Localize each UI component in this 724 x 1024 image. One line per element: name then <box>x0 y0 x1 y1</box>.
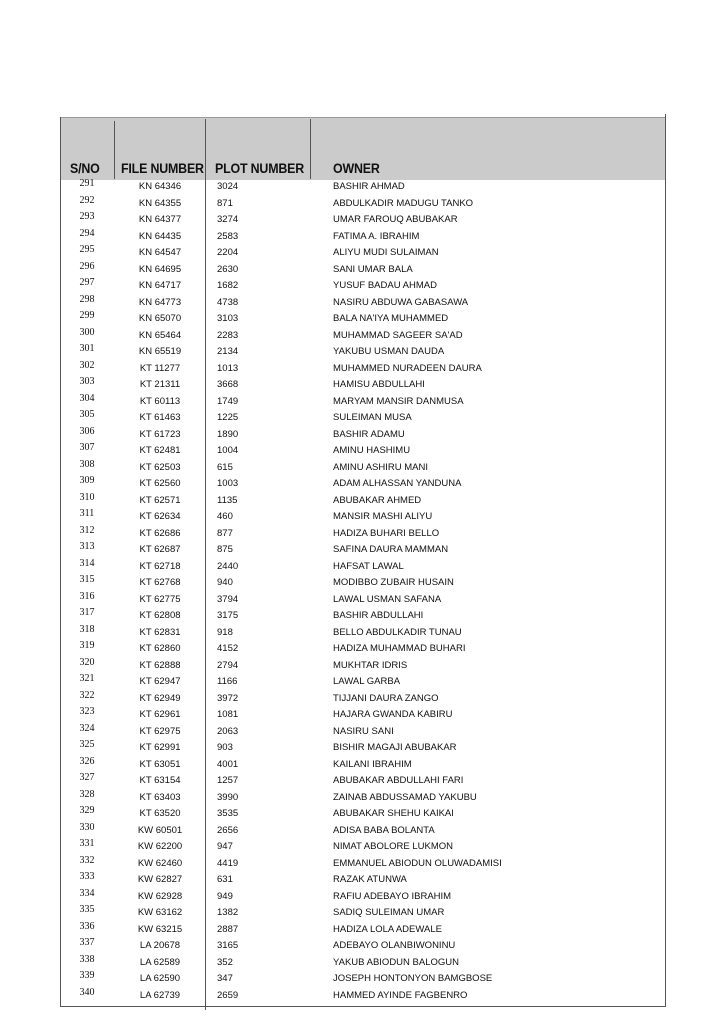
sno-cell: 291 <box>79 178 95 189</box>
plot-number-cell: 4419 <box>217 857 239 869</box>
plot-number-cell: 2204 <box>217 247 239 258</box>
sno-cell: 329 <box>79 805 95 816</box>
header-owner: OWNER <box>333 161 380 176</box>
file-number-cell: KW 62200 <box>137 841 183 852</box>
file-number-cell: KN 64547 <box>138 247 182 258</box>
owner-cell: JOSEPH HONTONYON BAMGBOSE <box>333 973 493 984</box>
table-row <box>60 641 666 658</box>
plot-number-cell: 1013 <box>217 362 239 374</box>
plot-number-cell: 1135 <box>217 494 238 506</box>
sno-cell: 299 <box>79 310 95 321</box>
table-row <box>60 971 666 988</box>
table-row <box>60 839 666 856</box>
table-row <box>60 922 666 939</box>
plot-number-cell: 3535 <box>217 808 239 819</box>
file-number-cell: KT 63520 <box>139 808 181 819</box>
file-number-cell: LA 20678 <box>139 940 181 951</box>
file-number-cell: KT 62768 <box>139 577 181 588</box>
sno-cell: 326 <box>79 755 95 767</box>
column-divider <box>114 121 115 179</box>
owner-cell: ALIYU MUDI SULAIMAN <box>333 247 439 258</box>
table-row <box>60 823 666 840</box>
sno-cell: 332 <box>79 854 95 866</box>
owner-cell: AMINU ASHIRU MANI <box>333 461 429 473</box>
owner-cell: HAMISU ABDULLAHI <box>333 379 425 390</box>
owner-cell: YAKUBU USMAN DAUDA <box>333 346 445 357</box>
owner-cell: HADIZA LOLA ADEWALE <box>333 923 442 935</box>
table-row <box>60 872 666 889</box>
table-row <box>60 344 666 361</box>
file-number-cell: LA 62739 <box>139 989 181 1001</box>
table-row <box>60 460 666 477</box>
plot-number-cell: 918 <box>217 626 233 638</box>
sno-cell: 323 <box>79 706 95 717</box>
file-number-cell: KW 62460 <box>137 857 183 869</box>
plot-number-cell: 2134 <box>217 346 239 357</box>
owner-cell: BASHIR AHMAD <box>333 181 405 192</box>
table-row <box>60 625 666 642</box>
plot-number-cell: 2440 <box>217 560 239 572</box>
owner-cell: TIJJANI DAURA ZANGO <box>333 692 439 704</box>
file-number-cell: LA 62590 <box>139 973 181 984</box>
table-row <box>60 443 666 460</box>
sno-cell: 293 <box>79 211 95 222</box>
file-number-cell: KW 60501 <box>137 824 183 836</box>
sno-cell: 335 <box>79 904 95 915</box>
owner-cell: HAFSAT LAWAL <box>333 560 404 572</box>
sno-cell: 292 <box>79 194 95 206</box>
file-number-cell: KT 62560 <box>139 478 181 489</box>
owner-cell: ABUBAKAR ABDULLAHI FARI <box>333 775 464 786</box>
plot-number-cell: 615 <box>217 461 233 473</box>
table-row <box>60 493 666 510</box>
file-number-cell: KT 62860 <box>139 643 181 654</box>
table-row <box>60 229 666 246</box>
table-row <box>60 790 666 807</box>
table-header <box>60 117 666 180</box>
table-row <box>60 542 666 559</box>
sno-cell: 296 <box>79 260 95 272</box>
sno-cell: 330 <box>79 821 95 833</box>
owner-cell: ADEBAYO OLANBIWONINU <box>333 940 456 951</box>
owner-cell: ADAM ALHASSAN YANDUNA <box>333 478 462 489</box>
plot-number-cell: 1682 <box>217 280 239 291</box>
table-row <box>60 361 666 378</box>
file-number-cell: KT 63154 <box>139 775 181 786</box>
owner-cell: ABDULKADIR MADUGU TANKO <box>333 197 474 209</box>
plot-number-cell: 3990 <box>217 791 239 803</box>
plot-number-cell: 3103 <box>217 313 239 324</box>
table-row <box>60 905 666 922</box>
plot-number-cell: 3972 <box>217 692 239 704</box>
table-row <box>60 295 666 312</box>
owner-cell: MUKHTAR IDRIS <box>333 659 408 671</box>
owner-cell: BISHIR MAGAJI ABUBAKAR <box>333 742 457 753</box>
table-row <box>60 575 666 592</box>
owner-cell: KAILANI IBRAHIM <box>333 758 412 770</box>
table-row <box>60 196 666 213</box>
sno-cell: 314 <box>79 557 95 569</box>
sno-cell: 303 <box>79 376 95 387</box>
file-number-cell: KN 64346 <box>138 181 182 192</box>
table-row <box>60 311 666 328</box>
owner-cell: RAFIU ADEBAYO IBRAHIM <box>333 890 452 902</box>
owner-cell: RAZAK ATUNWA <box>333 874 407 885</box>
file-number-cell: KT 62991 <box>139 742 181 753</box>
table-row <box>60 856 666 873</box>
owner-cell: MARYAM MANSIR DANMUSA <box>333 395 464 407</box>
sno-cell: 304 <box>79 392 95 404</box>
sno-cell: 311 <box>79 508 95 519</box>
plot-number-cell: 3024 <box>217 181 239 192</box>
table-row <box>60 509 666 526</box>
file-number-cell: KT 62503 <box>139 461 181 473</box>
sno-cell: 336 <box>79 920 95 932</box>
owner-cell: NASIRU SANI <box>333 725 394 737</box>
plot-number-cell: 2283 <box>217 329 239 341</box>
owner-cell: SULEIMAN MUSA <box>333 412 412 423</box>
file-number-cell: KN 64377 <box>138 214 182 225</box>
plot-number-cell: 871 <box>217 197 233 209</box>
sno-cell: 318 <box>79 623 95 635</box>
plot-number-cell: 903 <box>217 742 233 753</box>
table-row <box>60 707 666 724</box>
column-divider <box>310 119 311 179</box>
plot-number-cell: 2583 <box>217 230 239 242</box>
table-row <box>60 526 666 543</box>
file-number-cell: KT 62975 <box>139 725 181 737</box>
file-number-cell: KT 62571 <box>139 494 181 506</box>
plot-number-cell: 3668 <box>217 379 239 390</box>
plot-number-cell: 1004 <box>217 445 239 456</box>
owner-cell: SANI UMAR BALA <box>333 263 413 275</box>
table-row <box>60 179 666 196</box>
file-number-cell: KT 62961 <box>139 709 181 720</box>
plot-number-cell: 4001 <box>217 758 239 770</box>
plot-number-cell: 2794 <box>217 659 239 671</box>
table-row <box>60 245 666 262</box>
table-row <box>60 328 666 345</box>
table-row <box>60 724 666 741</box>
owner-cell: NIMAT ABOLORE LUKMON <box>333 841 454 852</box>
sno-cell: 333 <box>79 871 95 882</box>
sno-cell: 317 <box>79 607 95 618</box>
file-number-cell: KT 63051 <box>139 758 181 770</box>
plot-number-cell: 460 <box>217 511 233 522</box>
file-number-cell: KT 61463 <box>139 412 181 423</box>
plot-number-cell: 3165 <box>217 940 239 951</box>
file-number-cell: KN 64435 <box>138 230 182 242</box>
table-bottom-border <box>60 1006 666 1007</box>
owner-cell: MODIBBO ZUBAIR HUSAIN <box>333 577 454 588</box>
file-number-cell: KW 62928 <box>137 890 183 902</box>
plot-number-cell: 2887 <box>217 923 239 935</box>
file-number-cell: KT 62808 <box>139 610 181 621</box>
table-row <box>60 278 666 295</box>
sno-cell: 307 <box>79 442 95 453</box>
plot-number-cell: 1749 <box>217 395 239 407</box>
owner-cell: MUHAMMAD SAGEER SA'AD <box>333 329 463 341</box>
table-row <box>60 889 666 906</box>
plot-number-cell: 1081 <box>217 709 239 720</box>
file-number-cell: KT 60113 <box>139 395 181 407</box>
sno-cell: 328 <box>79 788 95 800</box>
owner-cell: FATIMA A. IBRAHIM <box>333 230 420 242</box>
table-row <box>60 674 666 691</box>
plot-number-cell: 1257 <box>217 775 239 786</box>
sno-cell: 334 <box>79 887 95 899</box>
plot-number-cell: 4152 <box>217 643 239 654</box>
plot-number-cell: 1225 <box>217 412 239 423</box>
sno-cell: 316 <box>79 590 95 602</box>
file-number-cell: KT 62775 <box>139 593 181 605</box>
plot-number-cell: 1166 <box>217 676 238 687</box>
owner-cell: BASHIR ADAMU <box>333 428 405 440</box>
owner-cell: HADIZA MUHAMMAD BUHARI <box>333 643 466 654</box>
plot-allocation-table <box>60 117 666 1009</box>
sno-cell: 300 <box>79 326 95 338</box>
owner-cell: HAJARA GWANDA KABIRU <box>333 709 453 720</box>
sno-cell: 327 <box>79 772 95 783</box>
plot-number-cell: 631 <box>217 874 233 885</box>
plot-number-cell: 2630 <box>217 263 239 275</box>
file-number-cell: KN 64717 <box>138 280 182 291</box>
table-row <box>60 427 666 444</box>
file-number-cell: KT 62831 <box>139 626 181 638</box>
owner-cell: LAWAL USMAN SAFANA <box>333 593 442 605</box>
owner-cell: HAMMED AYINDE FAGBENRO <box>333 989 468 1001</box>
sno-cell: 310 <box>79 491 95 503</box>
plot-number-cell: 1382 <box>217 907 239 918</box>
table-row <box>60 262 666 279</box>
table-body <box>60 179 666 1004</box>
owner-cell: MANSIR MASHI ALIYU <box>333 511 433 522</box>
file-number-cell: LA 62589 <box>139 956 181 968</box>
owner-cell: HADIZA BUHARI BELLO <box>333 527 440 539</box>
plot-number-cell: 1003 <box>217 478 239 489</box>
sno-cell: 297 <box>79 277 95 288</box>
owner-cell: UMAR FAROUQ ABUBAKAR <box>333 214 458 225</box>
table-row <box>60 559 666 576</box>
file-number-cell: KT 11277 <box>139 362 181 374</box>
sno-cell: 308 <box>79 458 95 470</box>
table-row <box>60 955 666 972</box>
file-number-cell: KW 63215 <box>137 923 183 935</box>
file-number-cell: KN 65464 <box>138 329 182 341</box>
table-row <box>60 608 666 625</box>
sno-cell: 331 <box>79 838 95 849</box>
table-row <box>60 757 666 774</box>
plot-number-cell: 3175 <box>217 610 239 621</box>
plot-number-cell: 2063 <box>217 725 239 737</box>
sno-cell: 324 <box>79 722 95 734</box>
owner-cell: SADIQ SULEIMAN UMAR <box>333 907 445 918</box>
plot-number-cell: 347 <box>217 973 233 984</box>
sno-cell: 321 <box>79 673 95 684</box>
sno-cell: 294 <box>79 227 95 239</box>
table-row <box>60 938 666 955</box>
plot-number-cell: 940 <box>217 577 233 588</box>
file-number-cell: KT 62718 <box>139 560 181 572</box>
file-number-cell: KN 65070 <box>138 313 182 324</box>
sno-cell: 309 <box>79 475 95 486</box>
file-number-cell: KW 63162 <box>137 907 183 918</box>
sno-cell: 315 <box>79 574 95 585</box>
sno-cell: 322 <box>79 689 95 701</box>
file-number-cell: KT 21311 <box>139 379 181 390</box>
file-number-cell: KN 64773 <box>138 296 182 308</box>
file-number-cell: KT 62634 <box>139 511 181 522</box>
file-number-cell: KT 62481 <box>139 445 181 456</box>
plot-number-cell: 3274 <box>217 214 239 225</box>
file-number-cell: KT 62947 <box>139 676 181 687</box>
plot-number-cell: 947 <box>217 841 233 852</box>
sno-cell: 312 <box>79 524 95 536</box>
file-number-cell: KT 62888 <box>139 659 181 671</box>
table-row <box>60 476 666 493</box>
sno-cell: 298 <box>79 293 95 305</box>
file-number-cell: KT 62686 <box>139 527 181 539</box>
file-number-cell: KT 63403 <box>139 791 181 803</box>
owner-cell: AMINU HASHIMU <box>333 445 411 456</box>
plot-number-cell: 2656 <box>217 824 239 836</box>
owner-cell: YAKUB ABIODUN BALOGUN <box>333 956 459 968</box>
owner-cell: ADISA BABA BOLANTA <box>333 824 435 836</box>
file-number-cell: KT 62949 <box>139 692 181 704</box>
header-sno: S/NO <box>70 161 100 176</box>
sno-cell: 338 <box>79 953 95 965</box>
sno-cell: 302 <box>79 359 95 371</box>
owner-cell: BASHIR ABDULLAHI <box>333 610 424 621</box>
sno-cell: 320 <box>79 656 95 668</box>
owner-cell: NASIRU ABDUWA GABASAWA <box>333 296 469 308</box>
file-number-cell: KT 62687 <box>139 544 181 555</box>
plot-number-cell: 3794 <box>217 593 239 605</box>
owner-cell: ZAINAB ABDUSSAMAD YAKUBU <box>333 791 477 803</box>
sno-cell: 337 <box>79 937 95 948</box>
table-row <box>60 658 666 675</box>
sno-cell: 325 <box>79 739 95 750</box>
plot-number-cell: 875 <box>217 544 233 555</box>
table-row <box>60 773 666 790</box>
owner-cell: LAWAL GARBA <box>333 676 401 687</box>
sno-cell: 295 <box>79 244 95 255</box>
table-row <box>60 988 666 1005</box>
table-row <box>60 691 666 708</box>
sno-cell: 306 <box>79 425 95 437</box>
file-number-cell: KN 64695 <box>138 263 182 275</box>
file-number-cell: KT 61723 <box>139 428 181 440</box>
plot-number-cell: 877 <box>217 527 233 539</box>
owner-cell: EMMANUEL ABIODUN OLUWADAMISI <box>333 857 502 869</box>
table-row <box>60 410 666 427</box>
table-row <box>60 212 666 229</box>
sno-cell: 340 <box>79 986 95 998</box>
file-number-cell: KN 64355 <box>138 197 182 209</box>
table-row <box>60 806 666 823</box>
owner-cell: BELLO ABDULKADIR TUNAU <box>333 626 462 638</box>
owner-cell: ABUBAKAR AHMED <box>333 494 422 506</box>
plot-number-cell: 1890 <box>217 428 239 440</box>
plot-number-cell: 4738 <box>217 296 239 308</box>
plot-number-cell: 2659 <box>217 989 239 1001</box>
owner-cell: MUHAMMED NURADEEN DAURA <box>333 362 482 374</box>
owner-cell: ABUBAKAR SHEHU KAIKAI <box>333 808 454 819</box>
sno-cell: 319 <box>79 640 95 651</box>
sno-cell: 339 <box>79 970 95 981</box>
owner-cell: BALA NA'IYA MUHAMMED <box>333 313 449 324</box>
table-row <box>60 592 666 609</box>
plot-number-cell: 352 <box>217 956 233 968</box>
sno-cell: 301 <box>79 343 95 354</box>
sno-cell: 313 <box>79 541 95 552</box>
table-row <box>60 394 666 411</box>
plot-number-cell: 949 <box>217 890 233 902</box>
header-plot-number: PLOT NUMBER <box>215 161 305 176</box>
owner-cell: YUSUF BADAU AHMAD <box>333 280 437 291</box>
header-file-number: FILE NUMBER <box>121 161 204 176</box>
owner-cell: SAFINA DAURA MAMMAN <box>333 544 449 555</box>
file-number-cell: KN 65519 <box>138 346 182 357</box>
table-row <box>60 377 666 394</box>
table-row <box>60 740 666 757</box>
sno-cell: 305 <box>79 409 95 420</box>
file-number-cell: KW 62827 <box>137 874 183 885</box>
